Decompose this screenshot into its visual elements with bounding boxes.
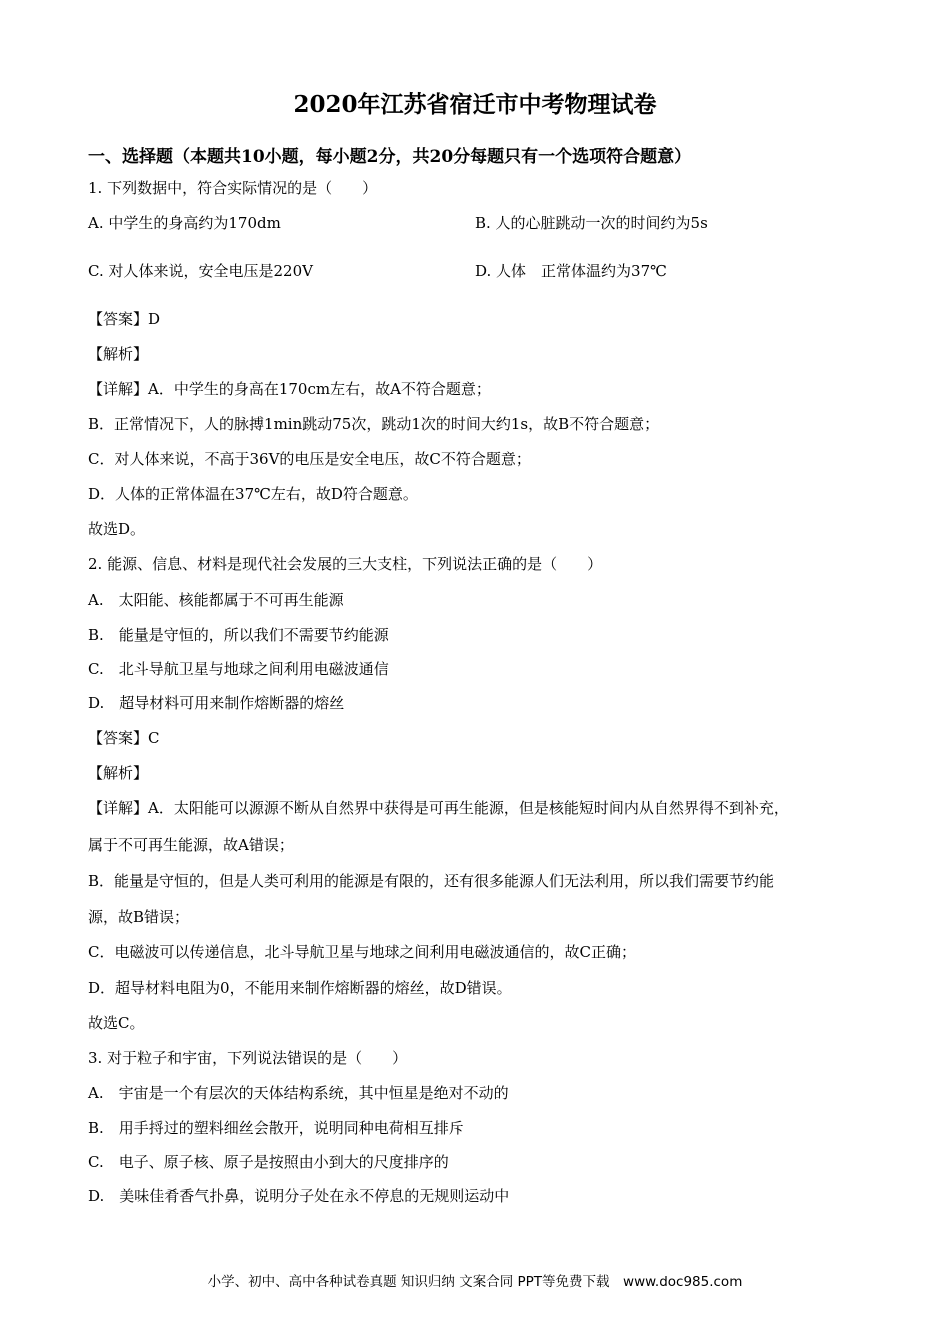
question-1-explanation-line: 【详解】A．中学生的身高在170cm左右，故A不符合题意；: [88, 380, 491, 398]
question-2-option-c: C. 北斗导航卫星与地球之间利用电磁波通信: [88, 660, 389, 678]
question-2-explanation-line: B．能量是守恒的，但是人类可利用的能源是有限的，还有很多能源人们无法利用，所以我们需要节约能: [88, 872, 775, 890]
question-2-explanation-line: 属于不可再生能源，故A错误；: [88, 836, 294, 854]
question-1-option-d: D. 人体 正常体温约为37℃: [475, 262, 667, 280]
question-3-option-b: B. 用手捋过的塑料细丝会散开，说明同种电荷相互排斥: [88, 1119, 464, 1137]
page-footer: 小学、初中、高中各种试卷真题 知识归纳 文案合同 PPT等免费下载 www.doc985.com: [207, 1274, 743, 1290]
section-heading: 一、选择题（本题共10小题，每小题2分，共20分每题只有一个选项符合题意）: [88, 147, 692, 167]
question-2-analysis-label: 【解析】: [88, 764, 149, 782]
question-2-stem: 2. 能源、信息、材料是现代社会发展的三大支柱，下列说法正确的是（ ）: [88, 555, 603, 573]
question-2-explanation-line: 【详解】A．太阳能可以源源不断从自然界中获得是可再生能源，但是核能短时间内从自然界得不到补充，: [88, 799, 789, 817]
question-1-analysis-label: 【解析】: [88, 345, 149, 363]
question-2-conclusion: 故选C。: [88, 1014, 145, 1032]
question-1-option-b: B. 人的心脏跳动一次的时间约为5s: [475, 214, 708, 232]
question-1-stem: 1. 下列数据中，符合实际情况的是（ ）: [88, 179, 378, 197]
question-1-conclusion: 故选D。: [88, 520, 146, 538]
question-2-explanation-line: 源，故B错误；: [88, 908, 190, 926]
question-1-option-c: C. 对人体来说，安全电压是220V: [88, 262, 313, 280]
question-2-option-d: D. 超导材料可用来制作熔断器的熔丝: [88, 694, 345, 712]
question-2-explanation-line: D．超导材料电阻为0，不能用来制作熔断器的熔丝，故D错误。: [88, 979, 512, 997]
question-2-answer: 【答案】C: [88, 729, 160, 747]
page-title: 2020年江苏省宿迁市中考物理试卷: [293, 91, 657, 118]
question-1-explanation-line: B．正常情况下，人的脉搏1min跳动75次，跳动1次的时间大约1s，故B不符合题意；: [88, 415, 660, 433]
question-3-option-a: A. 宇宙是一个有层次的天体结构系统，其中恒星是绝对不动的: [88, 1084, 509, 1102]
question-1-answer: 【答案】D: [88, 310, 161, 328]
question-1-option-a: A. 中学生的身高约为170dm: [88, 214, 281, 232]
question-3-option-d: D. 美味佳肴香气扑鼻，说明分子处在永不停息的无规则运动中: [88, 1187, 510, 1205]
question-1-explanation-line: D．人体的正常体温在37℃左右，故D符合题意。: [88, 485, 418, 503]
question-2-explanation-line: C．电磁波可以传递信息，北斗导航卫星与地球之间利用电磁波通信的，故C正确；: [88, 943, 636, 961]
question-2-option-a: A. 太阳能、核能都属于不可再生能源: [88, 591, 344, 609]
question-1-explanation-line: C．对人体来说，不高于36V的电压是安全电压，故C不符合题意；: [88, 450, 531, 468]
question-3-stem: 3. 对于粒子和宇宙，下列说法错误的是（ ）: [88, 1049, 408, 1067]
question-3-option-c: C. 电子、原子核、原子是按照由小到大的尺度排序的: [88, 1153, 449, 1171]
question-2-option-b: B. 能量是守恒的，所以我们不需要节约能源: [88, 626, 389, 644]
